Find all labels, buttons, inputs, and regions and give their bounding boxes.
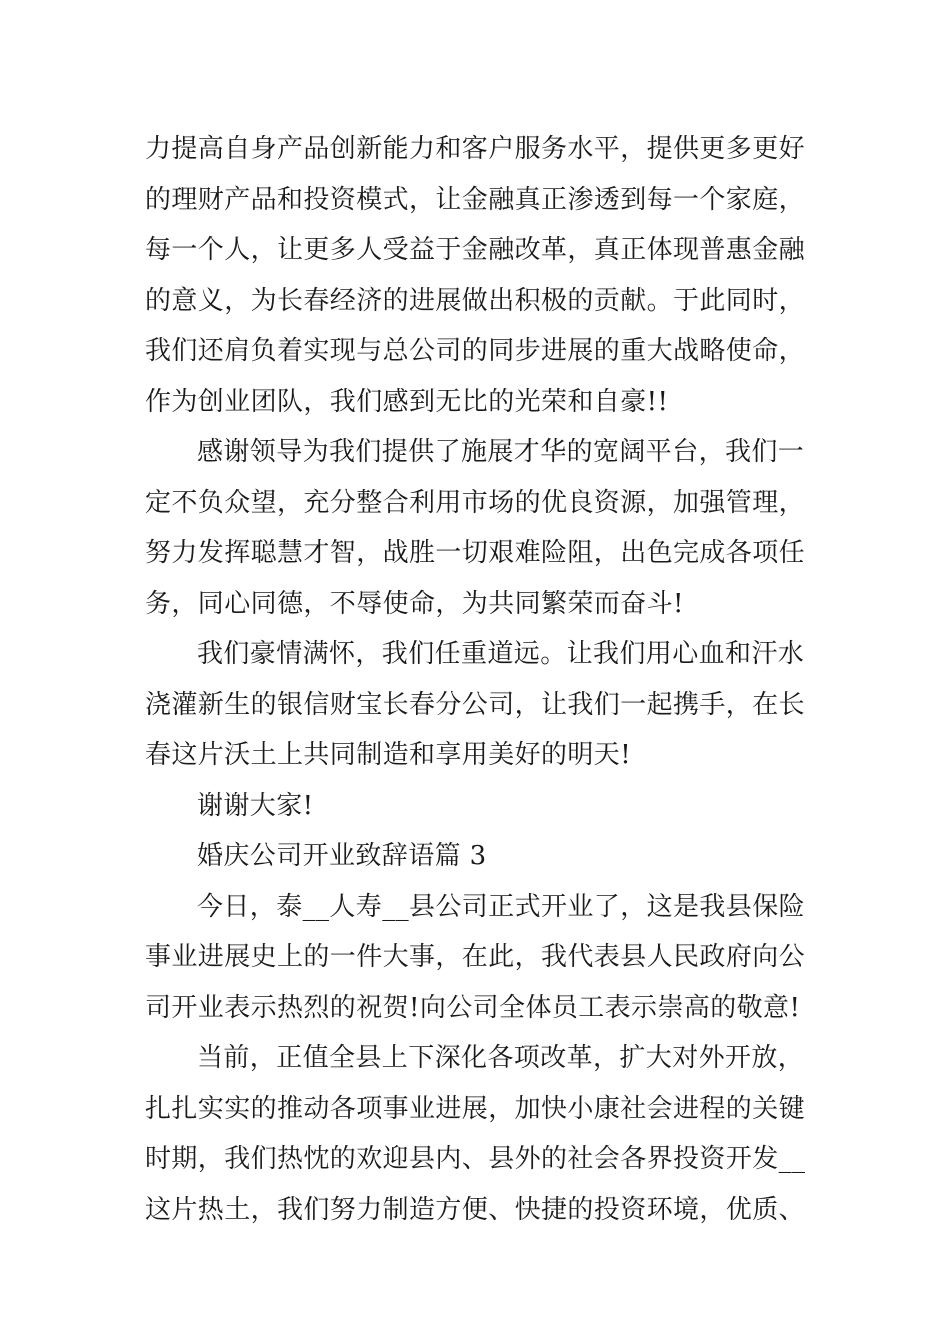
text-line: 这片热土，我们努力制造方便、快捷的投资环境，优质、 (145, 1194, 806, 1225)
text-line: 感谢领导为我们提供了施展才华的宽阔平台，我们一 (197, 437, 805, 467)
text-line: 扎扎实实的推动各项事业进展，加快小康社会进程的关键 (145, 1093, 806, 1124)
text-line: 定不负众望，充分整合利用市场的优良资源，加强管理， (145, 487, 806, 518)
text-line: 当前，正值全县上下深化各项改革，扩大对外开放， (197, 1043, 805, 1073)
text-line: 时期，我们热忱的欢迎县内、县外的社会各界投资开发__ (145, 1144, 806, 1174)
text-line: 司开业表示热烈的祝贺!向公司全体员工表示崇高的敬意! (145, 992, 801, 1023)
text-line: 婚庆公司开业致辞语篇 3 (197, 841, 487, 871)
text-line: 春这片沃土上共同制造和享用美好的明天! (145, 740, 632, 770)
text-line: 我们豪情满怀，我们任重道远。让我们用心血和汗水 (197, 639, 805, 669)
text-line: 我们还肩负着实现与总公司的同步进展的重大战略使命， (145, 336, 806, 366)
text-line: 努力发挥聪慧才智，战胜一切艰难险阻，出色完成各项任 (145, 538, 806, 568)
text-line: 浇灌新生的银信财宝长春分公司，让我们一起携手，在长 (145, 689, 806, 720)
text-line: 事业进展史上的一件大事，在此，我代表县人民政府向公 (145, 942, 806, 972)
text-line: 谢谢大家! (197, 790, 314, 821)
text-line: 的理财产品和投资模式，让金融真正渗透到每一个家庭， (145, 184, 806, 215)
text-line: 务，同心同德，不辱使命，为共同繁荣而奋斗! (145, 588, 684, 619)
text-line: 每一个人，让更多人受益于金融改革，真正体现普惠金融 (145, 235, 806, 265)
document-body (145, 124, 813, 1235)
text-line: 作为创业团队，我们感到无比的光荣和自豪!! (145, 386, 669, 417)
text-line: 力提高自身产品创新能力和客户服务水平，提供更多更好 (145, 134, 806, 164)
text-line: 的意义，为长春经济的进展做出积极的贡献。于此同时， (145, 285, 806, 316)
text-line: 今日，泰__人寿__县公司正式开业了，这是我县保险 (197, 891, 806, 922)
